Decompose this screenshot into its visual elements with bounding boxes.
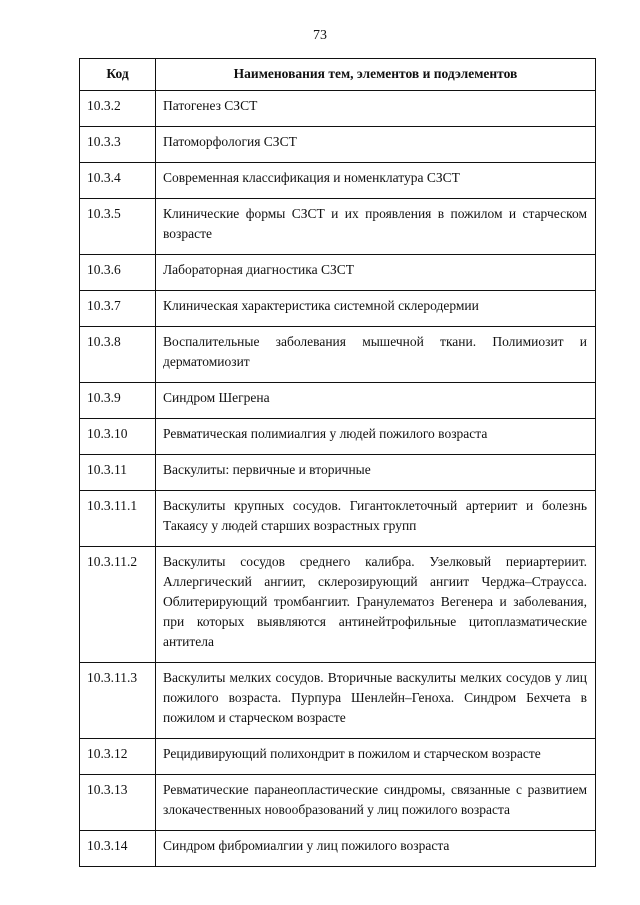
table-row: [80, 163, 596, 199]
row-code: 10.3.2: [80, 91, 156, 127]
topics-table: [79, 58, 596, 867]
row-code: 10.3.9: [80, 383, 156, 419]
row-code: 10.3.6: [80, 255, 156, 291]
row-code: 10.3.11: [80, 455, 156, 491]
table-row: [80, 775, 596, 831]
row-code: 10.3.7: [80, 291, 156, 327]
table-row: [80, 127, 596, 163]
row-code: 10.3.8: [80, 327, 156, 383]
row-name: Клинические формы СЗСТ и их проявления в пожилом и старческом возрасте: [156, 199, 596, 255]
row-name: Ревматическая полимиалгия у людей пожилого возраста: [156, 419, 596, 455]
table-row: [80, 455, 596, 491]
table-row: [80, 255, 596, 291]
table-row: [80, 739, 596, 775]
row-code: 10.3.5: [80, 199, 156, 255]
row-name: Воспалительные заболевания мышечной ткани. Полимиозит и дерматомиозит: [156, 327, 596, 383]
table-header-row: [80, 59, 596, 91]
row-name: Ревматические паранеопластические синдромы, связанные с развитием злокачественных новообразований у лиц пожилого возраста: [156, 775, 596, 831]
table-row: [80, 663, 596, 739]
row-name: Патогенез СЗСТ: [156, 91, 596, 127]
table-row: [80, 91, 596, 127]
row-name: Васкулиты крупных сосудов. Гигантоклеточный артериит и болезнь Такаясу у людей старших возрастных групп: [156, 491, 596, 547]
row-name: Васкулиты сосудов среднего калибра. Узелковый периартериит. Аллергический ангиит, склерозирующий ангиит Черджа–Страусса. Облитерирующий тромбангиит. Гранулематоз Вегенера и заболевания, при которых выявляются антинейтрофильные цитоплазматические антитела: [156, 547, 596, 663]
row-name: Синдром Шегрена: [156, 383, 596, 419]
row-name: Синдром фибромиалгии у лиц пожилого возраста: [156, 831, 596, 867]
row-name: Патоморфология СЗСТ: [156, 127, 596, 163]
table-row: [80, 419, 596, 455]
row-name: Современная классификация и номенклатура СЗСТ: [156, 163, 596, 199]
row-name: Васкулиты мелких сосудов. Вторичные васкулиты мелких сосудов у лиц пожилого возраста. Пурпура Шенлейн–Геноха. Синдром Бехчета в пожилом и старческом возрасте: [156, 663, 596, 739]
page-number: 73: [313, 28, 327, 43]
row-code: 10.3.11.3: [80, 663, 156, 739]
table-row: [80, 547, 596, 663]
row-code: 10.3.14: [80, 831, 156, 867]
row-code: 10.3.11.1: [80, 491, 156, 547]
table-row: [80, 199, 596, 255]
row-code: 10.3.10: [80, 419, 156, 455]
row-code: 10.3.12: [80, 739, 156, 775]
table-row: [80, 327, 596, 383]
table-body: [80, 91, 596, 867]
table-row: [80, 383, 596, 419]
row-code: 10.3.11.2: [80, 547, 156, 663]
row-name: Рецидивирующий полихондрит в пожилом и старческом возрасте: [156, 739, 596, 775]
header-name: Наименования тем, элементов и подэлементов: [156, 59, 596, 91]
row-code: 10.3.13: [80, 775, 156, 831]
header-code: Код: [80, 59, 156, 91]
row-name: Клиническая характеристика системной склеродермии: [156, 291, 596, 327]
row-code: 10.3.4: [80, 163, 156, 199]
table-row: [80, 491, 596, 547]
row-name: Лабораторная диагностика СЗСТ: [156, 255, 596, 291]
table-row: [80, 291, 596, 327]
row-code: 10.3.3: [80, 127, 156, 163]
table-row: [80, 831, 596, 867]
row-name: Васкулиты: первичные и вторичные: [156, 455, 596, 491]
